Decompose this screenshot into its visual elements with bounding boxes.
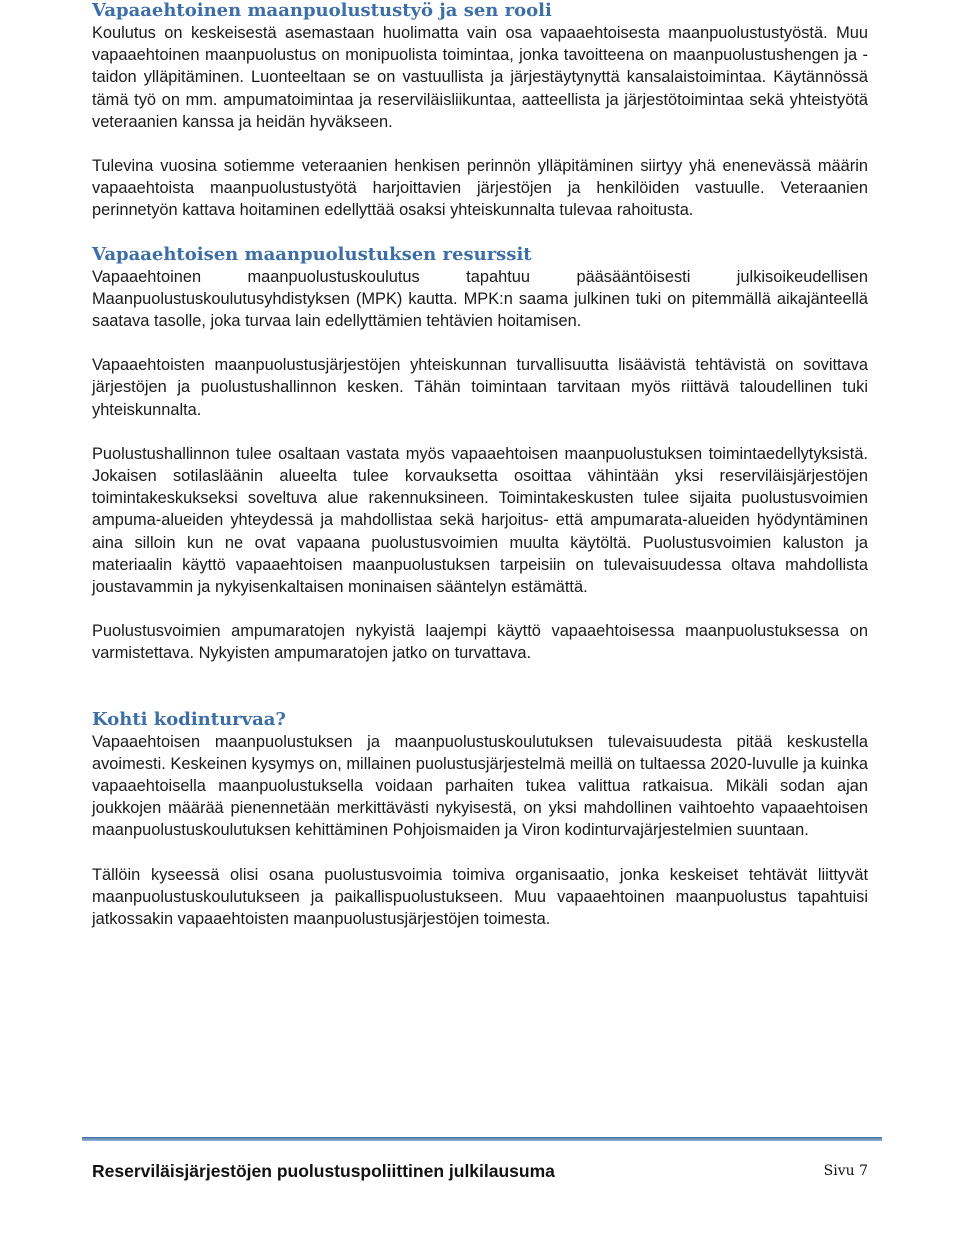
paragraph: Vapaaehtoisen maanpuolustuksen ja maanpuolustuskoulutuksen tulevaisuudesta pitää keskustella avoimesti. Keskeinen kysymys on, millainen puolustusjärjestelmä meillä on tultaessa 2020-luvulle ja kuinka vapaaehtoisella maanpuolustuksella voidaan parhaiten tukea valittua ratkaisua. Mikäli sodan ajan joukkojen määrää pienennetään merkittävästi nykyisestä, on yksi mahdollinen vaihtoehto vapaaehtoisen maanpuolustuskoulutuksen kehittäminen Pohjoismaiden ja Viron kodinturvajärjestelmien suuntaan.	[92, 732, 868, 840]
section-heading-rooli: Vapaaehtoinen maanpuolustustyö ja sen rooli	[92, 0, 552, 21]
footer-title: Reserviläisjärjestöjen puolustuspoliittinen julkilausuma	[92, 1161, 555, 1181]
paragraph: Tulevina vuosina sotiemme veteraanien henkisen perinnön ylläpitäminen siirtyy yhä enenevässä määrin vapaaehtoista maanpuolustustyötä harjoittavien järjestöjen ja henkilöiden vastuulle. Veteraanien perinnetyön kattava hoitaminen edellyttää osaksi yhteiskunnalta tulevaa rahoitusta.	[92, 157, 868, 220]
paragraph: Vapaaehtoinen maanpuolustuskoulutus tapahtuu pääsääntöisesti julkisoikeudellisen Maanpuolustuskoulutusyhdistyksen (MPK) kautta. MPK:n saama julkinen tuki on pitemmällä aikajänteellä saatava tasolle, joka turvaa lain edellyttämien tehtävien hoitamisen.	[92, 267, 868, 331]
paragraph: Puolustusvoimien ampumaratojen nykyistä laajempi käyttö vapaaehtoisessa maanpuolustuksessa on varmistettava. Nykyisten ampumaratojen jatko on turvattava.	[92, 622, 868, 663]
section-heading-resurssit: Vapaaehtoisen maanpuolustuksen resurssit	[92, 243, 532, 265]
paragraph: Vapaaehtoisten maanpuolustusjärjestöjen yhteiskunnan turvallisuutta lisäävistä tehtävistä on sovittava järjestöjen ja puolustushallinnon kesken. Tähän toimintaan tarvitaan myös riittävä taloudellinen tuki yhteiskunnalta.	[92, 356, 868, 419]
paragraph: Koulutus on keskeisestä asemastaan huolimatta vain osa vapaaehtoisesta maanpuolustustyöstä. Muu vapaaehtoinen maanpuolustus on monipuolista toimintaa, jonka tavoitteena on maanpuolustushengen ja -taidon ylläpitäminen. Luonteeltaan se on vastuullista ja järjestäytynyttä kansalaistoimintaa. Käytännössä tämä työ on mm. ampumatoimintaa ja reserviläisliikuntaa, aatteellista ja järjestötoimintaa sekä yhteistyötä veteraanien kanssa ja heidän hyväkseen.	[92, 24, 868, 131]
footer-divider	[82, 1137, 882, 1141]
paragraph: Tällöin kyseessä olisi osana puolustusvoimia toimiva organisaatio, jonka keskeiset tehtävät liittyvät maanpuolustuskoulutukseen ja paikallispuolustukseen. Muu vapaaehtoinen maanpuolustus tapahtuisi jatkossakin vapaaehtoisten maanpuolustusjärjestöjen toimesta.	[92, 865, 868, 929]
section-heading-kodinturva: Kohti kodinturvaa?	[92, 708, 286, 730]
paragraph: Puolustushallinnon tulee osaltaan vastata myös vapaaehtoisen maanpuolustuksen toimintaedellytyksistä. Jokaisen sotilasläänin alueelta tulee korvauksetta osoittaa vähintään yksi reserviläisjärjestöjen toimintakeskukseksi soveltuva alue rakennuksineen. Toimintakeskusten tulee sijaita puolustusvoimien ampuma-alueiden yhteydessä ja mahdollistaa sekä harjoitus- että ampumarata-alueiden hyödyntäminen aina silloin kun ne ovat vapaana puolustusvoimien muulta käytöltä. Puolustusvoimien kaluston ja materiaalin käyttö vapaaehtoisen maanpuolustuksen tarpeisiin on tulevaisuudessa oltava mahdollista joustavammin ja nykyisenkaltaisen moninaisen sääntelyn estämättä.	[92, 444, 868, 597]
page-number: Sivu 7	[823, 1163, 868, 1179]
document-body	[92, 0, 868, 930]
